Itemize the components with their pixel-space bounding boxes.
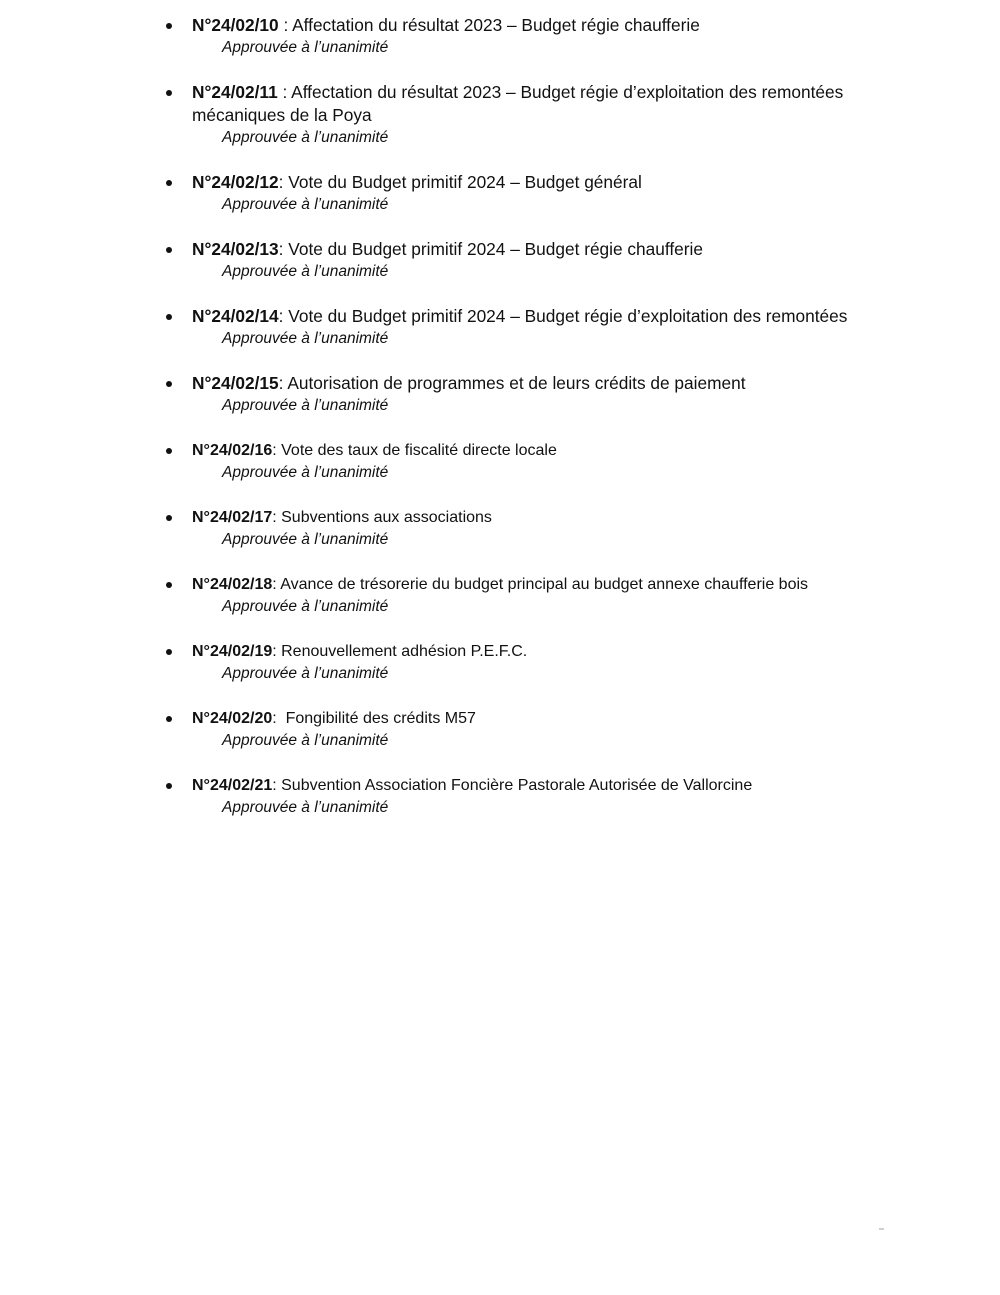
item-title: Fongibilité des crédits M57 [285, 710, 476, 727]
item-line [192, 81, 906, 127]
item-title: Affectation du résultat 2023 – Budget régie chaufferie [292, 15, 700, 35]
item-line [192, 707, 906, 730]
item-number: N°24/02/20 [192, 710, 273, 727]
item-separator: : [278, 306, 289, 326]
item-status: Approuvée à l’unanimité [222, 531, 389, 548]
item-separator: : [278, 15, 293, 35]
bullet-icon [166, 649, 172, 655]
item-title: Vote du Budget primitif 2024 – Budget régie chaufferie [288, 239, 703, 259]
item-status: Approuvée à l’unanimité [222, 665, 389, 682]
item-status: Approuvée à l’unanimité [222, 196, 389, 213]
list-item [166, 171, 906, 216]
item-title: Autorisation de programmes et de leurs crédits de paiement [287, 373, 746, 393]
item-number: N°24/02/21 [192, 777, 273, 794]
list-item [166, 439, 906, 484]
list-item [166, 774, 906, 819]
item-title: Vote du Budget primitif 2024 – Budget général [288, 172, 642, 192]
item-number: N°24/02/10 [192, 15, 279, 35]
list-item [166, 14, 906, 59]
item-status: Approuvée à l’unanimité [222, 397, 389, 414]
item-number: N°24/02/14 [192, 306, 279, 326]
item-line [192, 573, 906, 596]
bullet-icon [166, 23, 172, 29]
item-separator: : [278, 239, 289, 259]
item-number: N°24/02/15 [192, 373, 279, 393]
item-line [192, 774, 906, 797]
list-item [166, 305, 906, 350]
item-separator: : [272, 442, 282, 459]
item-status: Approuvée à l’unanimité [222, 732, 389, 749]
item-separator: : [278, 373, 288, 393]
item-separator: : [272, 509, 282, 526]
item-line [192, 171, 906, 194]
list-item [166, 707, 906, 752]
list-item [166, 573, 906, 618]
deliberation-list [166, 14, 906, 841]
page-corner-mark [879, 1228, 884, 1230]
item-title: Vote des taux de fiscalité directe locale [281, 442, 557, 459]
item-line [192, 439, 906, 462]
item-status: Approuvée à l’unanimité [222, 129, 389, 146]
item-separator: : [278, 172, 289, 192]
list-item [166, 506, 906, 551]
item-line [192, 238, 906, 261]
item-status: Approuvée à l’unanimité [222, 39, 389, 56]
item-title: Subventions aux associations [281, 509, 492, 526]
item-line [192, 305, 906, 328]
item-title: Subvention Association Foncière Pastorale Autorisée de Vallorcine [281, 777, 753, 794]
item-line [192, 506, 906, 529]
item-separator: : [272, 643, 282, 660]
bullet-icon [166, 515, 172, 521]
item-title: Vote du Budget primitif 2024 – Budget régie d’exploitation des remontées [288, 306, 848, 326]
item-status: Approuvée à l’unanimité [222, 330, 389, 347]
bullet-icon [166, 381, 172, 387]
item-status: Approuvée à l’unanimité [222, 799, 389, 816]
item-separator: : [272, 576, 281, 593]
bullet-icon [166, 180, 172, 186]
item-number: N°24/02/11 [192, 82, 278, 102]
list-item [166, 372, 906, 417]
item-line [192, 372, 906, 395]
item-line [192, 14, 906, 37]
bullet-icon [166, 783, 172, 789]
item-title: Renouvellement adhésion P.E.F.C. [281, 643, 528, 660]
item-status: Approuvée à l’unanimité [222, 464, 389, 481]
item-separator: : [277, 82, 292, 102]
bullet-icon [166, 582, 172, 588]
list-item [166, 640, 906, 685]
item-number: N°24/02/16 [192, 442, 273, 459]
item-number: N°24/02/19 [192, 643, 273, 660]
item-status: Approuvée à l’unanimité [222, 598, 389, 615]
list-item [166, 238, 906, 283]
bullet-icon [166, 314, 172, 320]
bullet-icon [166, 716, 172, 722]
item-title: Affectation du résultat 2023 – Budget régie d’exploitation des remontées mécaniques de la Poya [192, 82, 844, 125]
item-number: N°24/02/18 [192, 576, 273, 593]
item-number: N°24/02/12 [192, 172, 279, 192]
item-number: N°24/02/17 [192, 509, 273, 526]
item-separator: : [272, 777, 282, 794]
item-separator: : [272, 710, 286, 727]
bullet-icon [166, 247, 172, 253]
item-number: N°24/02/13 [192, 239, 279, 259]
bullet-icon [166, 448, 172, 454]
list-item [166, 81, 906, 149]
item-line [192, 640, 906, 663]
bullet-icon [166, 90, 172, 96]
item-status: Approuvée à l’unanimité [222, 263, 389, 280]
item-title: Avance de trésorerie du budget principal au budget annexe chaufferie bois [280, 576, 809, 593]
